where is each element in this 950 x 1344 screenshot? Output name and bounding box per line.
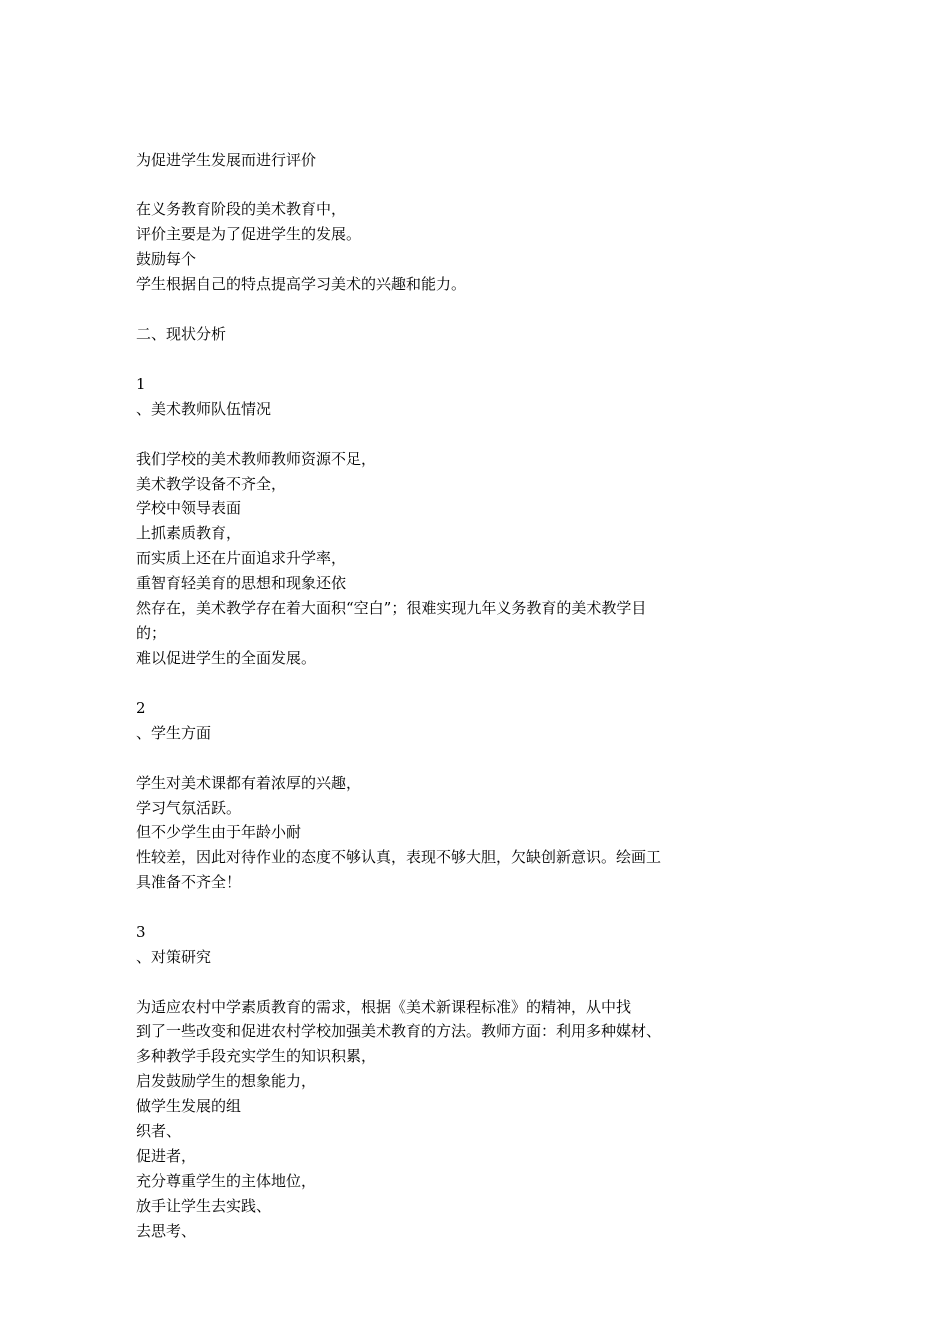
part-title: 、对策研究 xyxy=(136,948,212,966)
intro-line: 学生根据自己的特点提高学习美术的兴趣和能力。 xyxy=(136,275,467,293)
paragraph-line: 学生对美术课都有着浓厚的兴趣， xyxy=(136,774,362,792)
document-heading: 为促进学生发展而进行评价 xyxy=(136,151,317,169)
intro-line: 评价主要是为了促进学生的发展。 xyxy=(136,225,362,243)
paragraph-line: 然存在，美术教学存在着大面积“空白”；很难实现九年义务教育的美术教学目 xyxy=(136,599,647,617)
paragraph-line: 去思考、 xyxy=(136,1222,197,1240)
paragraph-line: 我们学校的美术教师教师资源不足， xyxy=(136,450,377,468)
paragraph-line: 重智育轻美育的思想和现象还依 xyxy=(136,574,347,592)
paragraph-line: 美术教学设备不齐全， xyxy=(136,475,287,493)
paragraph-line: 的； xyxy=(136,624,167,642)
paragraph-line: 多种教学手段充实学生的知识积累， xyxy=(136,1047,377,1065)
paragraph-line: 充分尊重学生的主体地位， xyxy=(136,1172,317,1190)
paragraph-line: 织者、 xyxy=(136,1122,182,1140)
paragraph-line: 到了一些改变和促进农村学校加强美术教育的方法。教师方面：利用多种媒材、 xyxy=(136,1022,662,1040)
paragraph-line: 上抓素质教育， xyxy=(136,524,242,542)
part-title: 、美术教师队伍情况 xyxy=(136,400,272,418)
paragraph-line: 为适应农村中学素质教育的需求，根据《美术新课程标准》的精神，从中找 xyxy=(136,998,632,1016)
paragraph-line: 促进者， xyxy=(136,1147,197,1165)
section-title: 二、现状分析 xyxy=(136,325,227,343)
paragraph-line: 做学生发展的组 xyxy=(136,1097,242,1115)
part-title: 、学生方面 xyxy=(136,724,212,742)
paragraph-line: 学习气氛活跃。 xyxy=(136,799,242,817)
paragraph-line: 启发鼓励学生的想象能力， xyxy=(136,1072,317,1090)
paragraph-line: 性较差，因此对待作业的态度不够认真，表现不够大胆，欠缺创新意识。绘画工 xyxy=(136,848,662,866)
paragraph-line: 而实质上还在片面追求升学率， xyxy=(136,549,347,567)
paragraph-line: 但不少学生由于年龄小耐 xyxy=(136,823,302,841)
part-number: 2 xyxy=(136,699,146,717)
part-number: 3 xyxy=(136,923,146,941)
paragraph-line: 难以促进学生的全面发展。 xyxy=(136,649,317,667)
paragraph-line: 具准备不齐全！ xyxy=(136,873,242,891)
intro-line: 鼓励每个 xyxy=(136,250,197,268)
part-number: 1 xyxy=(136,375,146,393)
intro-line: 在义务教育阶段的美术教育中， xyxy=(136,200,347,218)
paragraph-line: 放手让学生去实践、 xyxy=(136,1197,272,1215)
paragraph-line: 学校中领导表面 xyxy=(136,499,242,517)
